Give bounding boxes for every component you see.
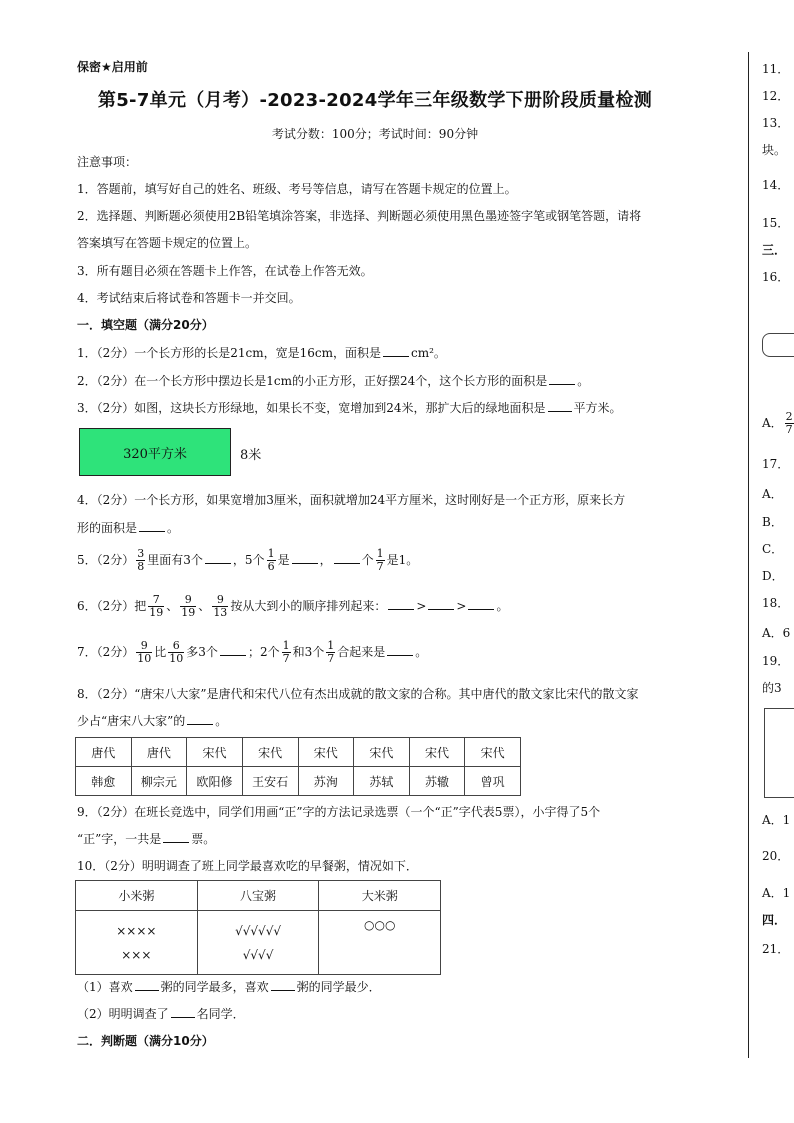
answer-blank[interactable] bbox=[205, 551, 231, 564]
table-row bbox=[76, 911, 441, 975]
right-option-17c: C． bbox=[762, 542, 784, 556]
question-10-part-2: （2）明明调查了 名同学． bbox=[77, 1007, 245, 1021]
note-2b: 答案填写在答题卡规定的位置上。 bbox=[77, 236, 258, 250]
table-cell: 苏轼 bbox=[354, 767, 410, 796]
table-cell: 苏洵 bbox=[298, 767, 354, 796]
table-row bbox=[76, 767, 521, 796]
answer-blank[interactable] bbox=[387, 643, 413, 656]
question-6: 6．（2分）把 $\frac{7}{19}$ 、 $\frac{9}{19}$ 、 $\frac{9}{13}$ 按从大到小的顺序排列起来： > > 。 bbox=[77, 593, 509, 619]
question-8b: 少占“唐宋八大家”的 。 bbox=[77, 714, 228, 728]
exam-subtitle: 考试分数：100分；考试时间：90分钟 bbox=[271, 127, 479, 141]
right-figure-shape bbox=[762, 333, 794, 357]
exam-title: 第5-7单元（月考）-2023-2024学年三年级数学下册阶段质量检测 bbox=[97, 90, 653, 111]
right-question-18: 18． bbox=[762, 596, 790, 610]
answer-blank[interactable] bbox=[171, 1005, 195, 1018]
right-section-4: 四． bbox=[762, 913, 787, 927]
right-question-20: 20． bbox=[762, 849, 790, 863]
question-10-part-1: （1）喜欢 粥的同学最多，喜欢 粥的同学最少． bbox=[77, 980, 381, 994]
answer-blank[interactable] bbox=[388, 597, 414, 610]
confidential-mark: 保密★启用前 bbox=[77, 60, 148, 74]
table-cell: ○○○ bbox=[319, 911, 441, 975]
note-3: 3．所有题目必须在答题卡上作答，在试卷上作答无效。 bbox=[77, 264, 373, 278]
table-row bbox=[76, 738, 521, 767]
answer-blank[interactable] bbox=[383, 344, 409, 357]
question-8a: 8．（2分）“唐宋八大家”是唐代和宋代八位有杰出成就的散文家的合称。其中唐代的散文家比宋代的散文家 bbox=[77, 687, 639, 701]
notes-heading: 注意事项： bbox=[77, 155, 138, 169]
table-cell: √√√√√√ √√√√ bbox=[197, 911, 319, 975]
table-cell: 宋代 bbox=[242, 738, 298, 767]
question-7: 7．（2分） $\frac{9}{10}$ 比 $\frac{6}{10}$ 多3个 ；2个 $\frac{1}{7}$ 和3个 $\frac{1}{7}$ 合起来是 。 bbox=[77, 639, 428, 665]
green-rectangle-figure bbox=[79, 428, 231, 476]
right-question-15: 15． bbox=[762, 216, 790, 230]
table-cell: 韩愈 bbox=[76, 767, 132, 796]
table-cell: 苏辙 bbox=[409, 767, 465, 796]
right-question-17: 17． bbox=[762, 457, 790, 471]
table-cell: 柳宗元 bbox=[131, 767, 187, 796]
right-figure-box bbox=[764, 708, 794, 798]
table-cell: 宋代 bbox=[465, 738, 521, 767]
table-row bbox=[76, 881, 441, 911]
answer-blank[interactable] bbox=[549, 372, 575, 385]
answer-blank[interactable] bbox=[163, 830, 189, 843]
right-question-11: 11． bbox=[762, 62, 790, 76]
answer-blank[interactable] bbox=[135, 978, 159, 991]
table-cell: 宋代 bbox=[354, 738, 410, 767]
note-2a: 2．选择题、判断题必须使用2B铅笔填涂答案，非选择、判断题必须使用黑色墨迹签字笔或钢笔答题，请将 bbox=[77, 209, 642, 223]
table-header: 八宝粥 bbox=[197, 881, 319, 911]
right-option-17d: D． bbox=[762, 569, 784, 583]
question-4a: 4．（2分）一个长方形，如果宽增加3厘米，面积就增加24平方厘米，这时刚好是一个正方形，原来长方 bbox=[77, 493, 626, 507]
right-option-17b: B． bbox=[762, 515, 783, 529]
right-question-19: 19． bbox=[762, 654, 790, 668]
table-cell: 唐代 bbox=[76, 738, 132, 767]
right-question-19-cont: 的3 bbox=[762, 681, 782, 695]
answer-blank[interactable] bbox=[548, 399, 572, 412]
right-option-18a: A．6 bbox=[762, 626, 791, 640]
right-option-a1: A． $\frac{2}{7}$ bbox=[762, 410, 793, 436]
right-question-21: 21． bbox=[762, 942, 790, 956]
answer-blank[interactable] bbox=[292, 551, 318, 564]
table-cell: 曾巩 bbox=[465, 767, 521, 796]
right-section-3: 三． bbox=[762, 243, 787, 257]
right-option-20a: A．1 bbox=[762, 886, 791, 900]
answer-blank[interactable] bbox=[428, 597, 454, 610]
figure-side-label: 8米 bbox=[240, 448, 262, 463]
table-cell: 宋代 bbox=[298, 738, 354, 767]
answer-blank[interactable] bbox=[187, 712, 213, 725]
note-4: 4．考试结束后将试卷和答题卡一并交回。 bbox=[77, 291, 301, 305]
question-9b: “正”字，一共是 票。 bbox=[77, 832, 216, 846]
table-header: 小米粥 bbox=[76, 881, 198, 911]
question-3: 3．（2分）如图，这块长方形绿地，如果长不变，宽增加到24米，那扩大后的绿地面积是 平方米。 bbox=[77, 401, 622, 415]
answer-blank[interactable] bbox=[271, 978, 295, 991]
table-cell: 欧阳修 bbox=[187, 767, 243, 796]
answer-blank[interactable] bbox=[334, 551, 360, 564]
section-fill-in: 一．填空题（满分20分） bbox=[77, 318, 214, 332]
answer-blank[interactable] bbox=[220, 643, 246, 656]
table-header: 大米粥 bbox=[319, 881, 441, 911]
right-question-13: 13． bbox=[762, 116, 790, 130]
section-true-false: 二．判断题（满分10分） bbox=[77, 1034, 214, 1048]
right-option-17a: A． bbox=[762, 487, 783, 501]
table-cell: 宋代 bbox=[409, 738, 465, 767]
table-cell: 唐代 bbox=[131, 738, 187, 767]
right-option-19a: A．1 bbox=[762, 813, 791, 827]
question-4b: 形的面积是 。 bbox=[77, 521, 180, 535]
table-cell: ×××× ××× bbox=[76, 911, 198, 975]
column-divider bbox=[748, 52, 749, 1058]
answer-blank[interactable] bbox=[139, 519, 165, 532]
table-cell: 宋代 bbox=[187, 738, 243, 767]
question-10: 10．（2分）明明调查了班上同学最喜欢吃的早餐粥，情况如下． bbox=[77, 859, 418, 873]
breakfast-survey-table bbox=[75, 880, 441, 975]
note-1: 1．答题前，填写好自己的姓名、班级、考号等信息，请写在答题卡规定的位置上。 bbox=[77, 182, 517, 196]
question-5: 5．（2分） $\frac{3}{8}$ 里面有3个 ，5个 $\frac{1}{6}$ 是 ， 个 $\frac{1}{7}$ 是1。 bbox=[77, 547, 419, 573]
question-2: 2．（2分）在一个长方形中摆边长是1cm的小正方形，正好摆24个，这个长方形的面积是 。 bbox=[77, 374, 590, 388]
right-question-13-cont: 块。 bbox=[762, 143, 787, 157]
question-9a: 9．（2分）在班长竞选中，同学们用画“正”字的方法记录选票（一个“正”字代表5票），小宇得了5个 bbox=[77, 805, 601, 819]
question-1: 1．（2分）一个长方形的长是21cm，宽是16cm，面积是 cm²。 bbox=[77, 346, 446, 360]
writers-table bbox=[75, 737, 521, 796]
answer-blank[interactable] bbox=[468, 597, 494, 610]
right-question-14: 14． bbox=[762, 178, 790, 192]
right-question-16: 16． bbox=[762, 270, 790, 284]
right-question-12: 12． bbox=[762, 89, 790, 103]
figure-area-label: 320平方米 bbox=[123, 446, 187, 462]
table-cell: 王安石 bbox=[242, 767, 298, 796]
